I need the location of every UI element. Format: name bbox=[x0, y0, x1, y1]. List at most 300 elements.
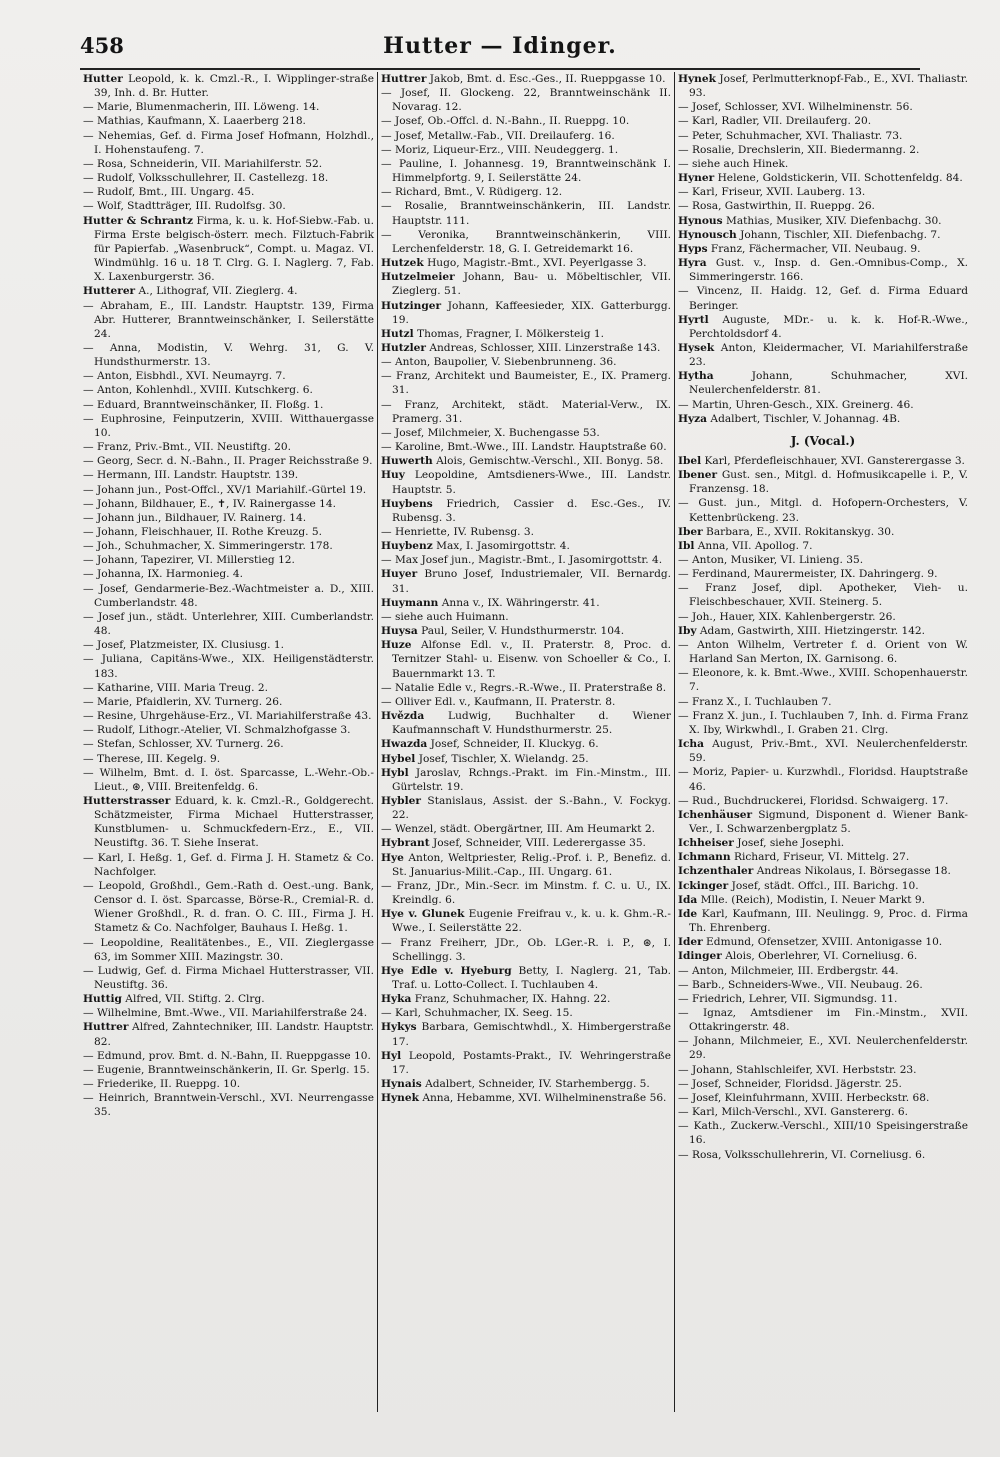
entry-details: — Franz Freiherr, JDr., Ob. LGer.-R. i. P., ⊛, I. Schellingg. 3. bbox=[381, 936, 671, 963]
entry-surname: Hutzler bbox=[381, 341, 426, 354]
entry-details: — Karl, Schuhmacher, IX. Seeg. 15. bbox=[381, 1007, 573, 1020]
entry-surname: Hynais bbox=[381, 1078, 422, 1091]
entry-details: — Johann jun., Bildhauer, IV. Rainerg. 14. bbox=[83, 511, 307, 524]
directory-entry bbox=[381, 341, 671, 355]
entry-details: — Martin, Uhren-Gesch., XIX. Greinerg. 46. bbox=[678, 398, 914, 411]
directory-entry bbox=[678, 836, 968, 850]
entry-details: Josef, siehe Josephi. bbox=[733, 837, 845, 850]
directory-entry bbox=[83, 369, 374, 383]
entry-details: Firma, k. u. k. Hof-Siebw.-Fab. u. Firma Erste belgisch-österr. mech. Filztuch-Fabrik für Papierfab. „Wasenbruck“, Compt. u. Magaz. VI. Windmühlg. 16 u. 18 T. Clrg. G. I. Naglerg. 7, Fab. X. Laxenburgerstr. 36. bbox=[94, 214, 374, 284]
directory-entry bbox=[678, 581, 968, 609]
directory-entry bbox=[381, 299, 671, 327]
entry-details: — Pauline, I. Johannesg. 19, Branntweinschänk I. Himmelpfortg. 9, I. Seilerstätte 24. bbox=[381, 157, 671, 185]
directory-entry bbox=[381, 1077, 671, 1091]
entry-surname: Hutter & Schrantz bbox=[83, 214, 193, 227]
entry-surname: Hutter bbox=[83, 73, 123, 85]
directory-entry bbox=[83, 1006, 374, 1020]
entry-details: — Richard, Bmt., V. Rüdigerg. 12. bbox=[381, 186, 563, 199]
directory-entry bbox=[678, 610, 968, 624]
entry-details: — Johann jun., Post-Offcl., XV/1 Mariahilf.-Gürtel 19. bbox=[83, 483, 367, 496]
entry-details: — Veronika, Branntweinschänkerin, VIII. Lerchenfelderstr. 18, G. I. Getreidemarkt 16. bbox=[381, 228, 671, 255]
directory-entry bbox=[381, 398, 671, 426]
entry-details: Johann, Schuhmacher, XVI. Neulerchenfelderstr. 81. bbox=[689, 370, 968, 397]
entry-details: Leopold, Postamts-Prakt., IV. Wehringerstraße 17. bbox=[392, 1049, 671, 1076]
entry-details: — Franz, Architekt und Baumeister, E., IX. Pramerg. 31. bbox=[381, 370, 671, 397]
entry-details: — Ferdinand, Maurermeister, IX. Dahringerg. 9. bbox=[678, 568, 938, 581]
directory-entry bbox=[83, 794, 374, 851]
directory-entry bbox=[83, 199, 374, 213]
entry-details: — Karl, Radler, VII. Dreilauferg. 20. bbox=[678, 115, 872, 128]
entry-surname: Hyner bbox=[678, 172, 715, 185]
directory-entry bbox=[678, 666, 968, 694]
directory-entry bbox=[83, 440, 374, 454]
directory-entry bbox=[381, 596, 671, 610]
entry-surname: Ibener bbox=[678, 469, 718, 482]
directory-entry bbox=[83, 851, 374, 879]
directory-entry bbox=[678, 454, 968, 468]
entry-details: Karl, Kaufmann, III. Neulingg. 9, Proc. d. Firma Th. Ehrenberg. bbox=[689, 907, 968, 935]
directory-entry bbox=[381, 114, 671, 128]
entry-surname: Hutterstrasser bbox=[83, 794, 171, 807]
entry-surname: Ickinger bbox=[678, 879, 729, 892]
directory-entry bbox=[381, 695, 671, 709]
entry-details: Helene, Goldstickerin, VII. Schottenfeldg. 84. bbox=[714, 172, 963, 185]
column-right bbox=[674, 72, 971, 1412]
entry-surname: Huttig bbox=[83, 993, 122, 1006]
directory-entry bbox=[83, 1091, 374, 1119]
directory-entry bbox=[678, 398, 968, 412]
entry-surname: Hyps bbox=[678, 242, 708, 255]
entry-details: Betty, I. Naglerg. 21, Tab. Traf. u. Lotto-Collect. I. Tuchlauben 4. bbox=[392, 964, 671, 991]
entry-details: Mlle. (Reich), Modistin, I. Neuer Markt 9. bbox=[697, 893, 926, 906]
entry-details: — Eugenie, Branntweinschänkerin, II. Gr. Sperlg. 15. bbox=[83, 1063, 370, 1076]
directory-entry bbox=[83, 511, 374, 525]
entry-details: Anna v., IX. Währingerstr. 41. bbox=[438, 596, 600, 609]
entry-details: August, Priv.-Bmt., XVI. Neulerchenfelderstr. 59. bbox=[689, 738, 968, 765]
entry-details: — Johann, Tapezirer, VI. Millerstieg 12. bbox=[83, 554, 295, 567]
directory-entry bbox=[678, 808, 968, 836]
directory-entry bbox=[83, 341, 374, 369]
entry-details: — Johanna, IX. Harmonieg. 4. bbox=[83, 568, 244, 581]
directory-entry bbox=[678, 737, 968, 765]
entry-details: — Anton Wilhelm, Vertreter f. d. Orient von W. Harland San Merton, IX. Garnisong. 6. bbox=[678, 638, 968, 666]
entry-details: Franz, Fächermacher, VII. Neubaug. 9. bbox=[707, 242, 921, 255]
directory-entry bbox=[678, 539, 968, 553]
entry-surname: Hybrant bbox=[381, 837, 430, 850]
entry-details: — Wolf, Stadtträger, III. Rudolfsg. 30. bbox=[83, 200, 286, 213]
entry-details: — Olliver Edl. v., Kaufmann, II. Praterstr. 8. bbox=[381, 695, 616, 708]
entry-details: Johann, Kaffeesieder, XIX. Gatterburgg. 19. bbox=[392, 299, 671, 326]
entry-details: Josef, Schneider, II. Kluckyg. 6. bbox=[427, 738, 599, 751]
entry-details: — Anton, Eisbhdl., XVI. Neumayrg. 7. bbox=[83, 370, 286, 383]
directory-entry bbox=[678, 525, 968, 539]
directory-entry bbox=[83, 964, 374, 992]
entry-details: — Josef, Kleinfuhrmann, XVIII. Herbeckstr. 68. bbox=[678, 1091, 930, 1104]
directory-entry bbox=[83, 553, 374, 567]
entry-details: Barbara, Gemischtwhdl., X. Himbergerstraße 17. bbox=[392, 1021, 671, 1048]
directory-entry bbox=[678, 1119, 968, 1147]
directory-entry bbox=[678, 256, 968, 284]
entry-details: — Peter, Schuhmacher, XVI. Thaliastr. 73. bbox=[678, 129, 903, 142]
directory-entry bbox=[678, 949, 968, 963]
entry-details: — Josef, Ob.-Offcl. d. N.-Bahn., II. Rueppg. 10. bbox=[381, 115, 630, 128]
entry-details: Gust. v., Insp. d. Gen.-Omnibus-Comp., X. Simmeringerstr. 166. bbox=[689, 257, 968, 284]
directory-entry bbox=[381, 851, 671, 879]
entry-details: — Karl, I. Heßg. 1, Gef. d. Firma J. H. Stametz & Co. Nachfolger. bbox=[83, 851, 374, 878]
entry-details: — Friedrich, Lehrer, VII. Sigmundsg. 11. bbox=[678, 992, 898, 1005]
directory-entry bbox=[381, 936, 671, 964]
directory-entry bbox=[678, 978, 968, 992]
entry-details: Bruno Josef, Industriemaler, VII. Bernardg. 31. bbox=[392, 568, 671, 595]
entry-details: — Juliana, Capitäns-Wwe., XIX. Heiligenstädterstr. 183. bbox=[83, 653, 374, 680]
entry-details: Leopoldine, Amtsdieners-Wwe., III. Landstr. Hauptstr. 5. bbox=[392, 469, 671, 496]
entry-details: — Friederike, II. Rueppg. 10. bbox=[83, 1078, 241, 1091]
entry-details: Friedrich, Cassier d. Esc.-Ges., IV. Rubensg. 3. bbox=[392, 497, 671, 524]
directory-entry bbox=[381, 355, 671, 369]
directory-entry bbox=[83, 582, 374, 610]
entry-surname: Huy bbox=[381, 469, 405, 482]
entry-details: Alfred, Zahntechniker, III. Landstr. Hauptstr. 82. bbox=[94, 1021, 374, 1048]
directory-entry bbox=[83, 567, 374, 581]
running-head: Hutter — Idinger. bbox=[383, 33, 617, 59]
entry-surname: Hybl bbox=[381, 766, 409, 779]
directory-entry bbox=[83, 709, 374, 723]
entry-details: — Joh., Schuhmacher, X. Simmeringerstr. 178. bbox=[83, 540, 333, 553]
column-left bbox=[80, 72, 377, 1412]
entry-details: — Joh., Hauer, XIX. Kahlenbergerstr. 26. bbox=[678, 610, 896, 623]
entry-details: Anton, Weltpriester, Relig.-Prof. i. P., Benefiz. d. St. Januarius-Milit.-Cap., III. Ungarg. 61. bbox=[392, 851, 671, 878]
entry-details: — Anton, Baupolier, V. Siebenbrunneng. 36. bbox=[381, 356, 617, 369]
directory-entry bbox=[381, 228, 671, 256]
entry-details: — Eleonore, k. k. Bmt.-Wwe., XVIII. Schopenhauerstr. 7. bbox=[678, 667, 968, 694]
entry-details: — Josef, Platzmeister, IX. Clusiusg. 1. bbox=[83, 639, 285, 652]
directory-entry bbox=[678, 1063, 968, 1077]
directory-entry bbox=[83, 936, 374, 964]
directory-entry bbox=[678, 114, 968, 128]
directory-entry bbox=[678, 794, 968, 808]
directory-entry bbox=[678, 369, 968, 397]
columns bbox=[80, 72, 980, 1412]
entry-details: — Josef, II. Glockeng. 22, Branntweinschänk II. Novarag. 12. bbox=[381, 87, 671, 114]
entry-surname: Ichheiser bbox=[678, 837, 734, 850]
directory-entry bbox=[381, 638, 671, 680]
entry-details: Auguste, MDr.- u. k. k. Hof-R.-Wwe., Perchtoldsdorf 4. bbox=[689, 313, 968, 340]
entry-details: Paul, Seiler, V. Hundsthurmerstr. 104. bbox=[417, 625, 625, 638]
entry-details: Karl, Pferdefleischhauer, XVI. Gansterergasse 3. bbox=[701, 454, 965, 467]
directory-entry bbox=[83, 100, 374, 114]
directory-entry bbox=[83, 114, 374, 128]
entry-details: — Johann, Bildhauer, E., ✝, IV. Rainergasse 14. bbox=[83, 497, 337, 510]
entry-details: — Josef, Gendarmerie-Bez.-Wachtmeister a. D., XIII. Cumberlandstr. 48. bbox=[83, 582, 374, 609]
entry-surname: Hutterer bbox=[83, 285, 136, 298]
entry-details: — Mathias, Kaufmann, X. Laaerberg 218. bbox=[83, 115, 306, 128]
entry-details: — Heinrich, Branntwein-Verschl., XVI. Neurrengasse 35. bbox=[83, 1092, 374, 1119]
directory-entry bbox=[381, 681, 671, 695]
directory-entry bbox=[381, 553, 671, 567]
directory-entry bbox=[678, 341, 968, 369]
entry-details: — Anton, Kohlenhdl., XVIII. Kutschkerg. 6. bbox=[83, 384, 313, 397]
directory-entry bbox=[381, 497, 671, 525]
section-heading: J. (Vocal.) bbox=[790, 433, 856, 448]
directory-entry bbox=[381, 468, 671, 496]
directory-entry bbox=[381, 426, 671, 440]
directory-entry bbox=[678, 695, 968, 709]
entry-details: — Kath., Zuckerw.-Verschl., XIII/10 Speisingerstraße 16. bbox=[678, 1120, 968, 1147]
directory-entry bbox=[83, 157, 374, 171]
directory-entry bbox=[381, 624, 671, 638]
entry-surname: Hwazda bbox=[381, 738, 428, 751]
entry-details: — Wenzel, städt. Obergärtner, III. Am Heumarkt 2. bbox=[381, 823, 656, 836]
entry-surname: Hye v. Glunek bbox=[381, 908, 465, 921]
directory-entry bbox=[381, 327, 671, 341]
entry-details: — Max Josef jun., Magistr.-Bmt., I. Jasomirgottstr. 4. bbox=[381, 554, 663, 567]
entry-details: — Wilhelm, Bmt. d. I. öst. Sparcasse, L.-Wehr.-Ob.-Lieut., ⊛, VIII. Breitenfeldg. 6. bbox=[83, 766, 374, 793]
entry-surname: Huyer bbox=[381, 568, 418, 581]
entry-surname: Idinger bbox=[678, 950, 722, 963]
directory-entry bbox=[83, 525, 374, 539]
directory-entry bbox=[83, 752, 374, 766]
entry-surname: Hynousch bbox=[678, 228, 737, 241]
entry-details: Ludwig, Buchhalter d. Wiener Kaufmannschaft V. Hundsthurmerstr. 25. bbox=[392, 710, 671, 737]
directory-entry bbox=[83, 171, 374, 185]
column-middle bbox=[377, 72, 674, 1412]
directory-entry bbox=[678, 313, 968, 341]
entry-details: Johann, Bau- u. Möbeltischler, VII. Zieglerg. 51. bbox=[392, 271, 671, 298]
entry-details: Alois, Oberlehrer, VI. Corneliusg. 6. bbox=[721, 950, 918, 963]
entry-surname: Hynous bbox=[678, 214, 723, 227]
directory-entry bbox=[678, 992, 968, 1006]
directory-entry bbox=[381, 737, 671, 751]
entry-details: — Rosa, Schneiderin, VII. Mariahilferstr. 52. bbox=[83, 157, 323, 170]
directory-entry bbox=[678, 709, 968, 737]
directory-entry bbox=[83, 284, 374, 298]
entry-details: Richard, Friseur, VI. Mittelg. 27. bbox=[730, 851, 910, 864]
directory-entry bbox=[381, 525, 671, 539]
directory-entry bbox=[678, 850, 968, 864]
entry-details: — Stefan, Schlosser, XV. Turnerg. 26. bbox=[83, 738, 284, 751]
entry-surname: Ibl bbox=[678, 539, 695, 552]
entry-details: — Josef jun., städt. Unterlehrer, XIII. Cumberlandstr. 48. bbox=[83, 610, 374, 638]
directory-entry bbox=[381, 964, 671, 992]
entry-details: Jakob, Bmt. d. Esc.-Ges., II. Rueppgasse 10. bbox=[426, 73, 666, 85]
entry-details: — Johann, Stahlschleifer, XVI. Herbststr. 23. bbox=[678, 1063, 917, 1076]
entry-surname: Huybens bbox=[381, 497, 433, 510]
entry-details: — Natalie Edle v., Regrs.-R.-Wwe., II. Praterstraße 8. bbox=[381, 681, 667, 694]
entry-details: — Franz X. jun., I. Tuchlauben 7, Inh. d. Firma Franz X. Iby, Wirkwhdl., I. Graben 21. Clrg. bbox=[678, 709, 968, 736]
entry-surname: Huze bbox=[381, 639, 412, 652]
entry-surname: Hutzinger bbox=[381, 299, 442, 312]
directory-entry bbox=[83, 299, 374, 341]
entry-surname: Ida bbox=[678, 893, 698, 906]
entry-details: — Hermann, III. Landstr. Hauptstr. 139. bbox=[83, 469, 299, 482]
directory-entry bbox=[381, 129, 671, 143]
header-rule bbox=[80, 68, 920, 70]
directory-entry bbox=[381, 143, 671, 157]
directory-entry bbox=[678, 964, 968, 978]
directory-entry bbox=[678, 199, 968, 213]
entry-details: — Rudolf, Lithogr.-Atelier, VI. Schmalzhofgasse 3. bbox=[83, 724, 351, 737]
directory-entry bbox=[678, 1091, 968, 1105]
directory-entry bbox=[678, 496, 968, 524]
directory-entry bbox=[83, 185, 374, 199]
entry-details: — Euphrosine, Feinputzerin, XVIII. Witthauergasse 10. bbox=[83, 412, 374, 439]
directory-entry bbox=[381, 72, 671, 86]
entry-details: Stanislaus, Assist. der S.-Bahn., V. Fockyg. 22. bbox=[392, 794, 671, 822]
directory-entry bbox=[678, 284, 968, 312]
entry-details: — Franz X., I. Tuchlauben 7. bbox=[678, 695, 832, 708]
entry-details: Josef, Perlmutterknopf-Fab., E., XVI. Thaliastr. 93. bbox=[689, 73, 968, 100]
entry-details: Gust. sen., Mitgl. d. Hofmusikcapelle i. P., V. Franzensg. 18. bbox=[689, 469, 968, 496]
directory-entry bbox=[381, 1006, 671, 1020]
entry-details: Alfred, VII. Stiftg. 2. Clrg. bbox=[121, 993, 265, 1006]
directory-entry bbox=[83, 483, 374, 497]
entry-details: — Moriz, Liqueur-Erz., VIII. Neudeggerg. 1. bbox=[381, 143, 619, 156]
directory-entry bbox=[381, 1091, 671, 1105]
entry-details: Josef, Schneider, VIII. Lederergasse 35. bbox=[429, 837, 646, 850]
directory-entry bbox=[83, 879, 374, 936]
directory-entry bbox=[83, 737, 374, 751]
directory-entry bbox=[83, 992, 374, 1006]
entry-details: — Leopoldine, Realitätenbes., E., VII. Zieglergasse 63, im Sommer XIII. Mazingstr. 30. bbox=[83, 936, 374, 963]
entry-details: — Rudolf, Volksschullehrer, II. Castellezg. 18. bbox=[83, 172, 329, 185]
entry-details: Anna, Hebamme, XVI. Wilhelminenstraße 56. bbox=[418, 1092, 667, 1105]
entry-details: — Franz, Architekt, städt. Material-Verw., IX. Pramerg. 31. bbox=[381, 398, 671, 425]
directory-entry bbox=[381, 766, 671, 794]
entry-details: — Franz, JDr., Min.-Secr. im Minstm. f. C. u. U., IX. Kreindlg. 6. bbox=[381, 879, 671, 907]
entry-surname: Hybel bbox=[381, 752, 416, 765]
directory-entry bbox=[83, 1077, 374, 1091]
entry-details: — Josef, Schlosser, XVI. Wilhelminenstr. 56. bbox=[678, 101, 913, 114]
directory-entry bbox=[678, 1105, 968, 1119]
directory-entry bbox=[381, 157, 671, 185]
entry-details: Andreas Nikolaus, I. Börsegasse 18. bbox=[753, 865, 951, 878]
directory-entry bbox=[381, 185, 671, 199]
entry-details: — Marie, Blumenmacherin, III. Löweng. 14. bbox=[83, 101, 320, 114]
entry-surname: Hybler bbox=[381, 794, 421, 807]
entry-surname: Hye Edle v. Hyeburg bbox=[381, 964, 512, 977]
directory-entry bbox=[678, 228, 968, 242]
directory-entry bbox=[678, 1006, 968, 1034]
entry-details: Jaroslav, Rchngs.-Prakt. im Fin.-Minstm., III. Gürtelstr. 19. bbox=[392, 766, 671, 793]
entry-details: Anna, VII. Apollog. 7. bbox=[694, 539, 813, 552]
directory-entry bbox=[381, 567, 671, 595]
directory-entry bbox=[83, 214, 374, 285]
entry-details: — Georg, Secr. d. N.-Bahn., II. Prager Reichsstraße 9. bbox=[83, 455, 373, 468]
directory-entry bbox=[678, 893, 968, 907]
entry-details: Johann, Tischler, XII. Diefenbachg. 7. bbox=[736, 228, 941, 241]
directory-entry bbox=[678, 1034, 968, 1062]
entry-details: — Eduard, Branntweinschänker, II. Floßg. 1. bbox=[83, 398, 324, 411]
directory-entry bbox=[83, 723, 374, 737]
entry-surname: Hutzelmeier bbox=[381, 271, 455, 284]
directory-entry bbox=[83, 383, 374, 397]
directory-entry bbox=[678, 143, 968, 157]
directory-entry bbox=[381, 752, 671, 766]
directory-entry bbox=[381, 369, 671, 397]
directory-entry bbox=[381, 879, 671, 907]
entry-details: — Josef, Milchmeier, X. Buchengasse 53. bbox=[381, 426, 600, 439]
entry-details: Max, I. Jasomirgottstr. 4. bbox=[432, 540, 570, 553]
entry-details: — Franz Josef, dipl. Apotheker, Vieh- u. Fleischbeschauer, XVII. Steinerg. 5. bbox=[678, 582, 968, 609]
entry-details: Barbara, E., XVII. Rokitanskyg. 30. bbox=[702, 525, 895, 538]
directory-entry bbox=[678, 1077, 968, 1091]
entry-details: — Gust. jun., Mitgl. d. Hofopern-Orchesters, V. Kettenbrückeng. 23. bbox=[678, 497, 968, 524]
directory-entry bbox=[381, 86, 671, 114]
entry-details: — Franz, Priv.-Bmt., VII. Neustiftg. 20. bbox=[83, 441, 292, 454]
entry-details: — Moriz, Papier- u. Kurzwhdl., Floridsd. Hauptstraße 46. bbox=[678, 766, 968, 793]
entry-surname: Hvězda bbox=[381, 710, 425, 723]
entry-surname: Huttrer bbox=[83, 1021, 129, 1034]
entry-surname: Ide bbox=[678, 907, 698, 920]
directory-entry bbox=[678, 100, 968, 114]
entry-details: Leopold, k. k. Cmzl.-R., I. Wipplinger-straße 39, Inh. d. Br. Hutter. bbox=[94, 73, 374, 100]
directory-entry bbox=[381, 539, 671, 553]
entry-surname: Hynek bbox=[678, 73, 716, 85]
directory-entry bbox=[381, 270, 671, 298]
directory-entry bbox=[678, 765, 968, 793]
entry-surname: Huymann bbox=[381, 596, 439, 609]
directory-entry bbox=[678, 864, 968, 878]
entry-details: — Johann, Fleischhauer, II. Rothe Kreuzg. 5. bbox=[83, 526, 323, 538]
entry-details: A., Lithograf, VII. Zieglerg. 4. bbox=[135, 285, 298, 298]
entry-details: — Ignaz, Amtsdiener im Fin.-Minstm., XVII. Ottakringerstr. 48. bbox=[678, 1007, 968, 1034]
entry-details: Anton, Kleidermacher, VI. Mariahilferstraße 23. bbox=[689, 341, 968, 369]
directory-entry bbox=[83, 681, 374, 695]
entry-details: — Rosalie, Drechslerin, XII. Biedermanng. 2. bbox=[678, 143, 920, 156]
directory-entry bbox=[83, 539, 374, 553]
entry-details: Josef, Tischler, X. Wielandg. 25. bbox=[415, 752, 589, 765]
directory-entry bbox=[381, 992, 671, 1006]
entry-details: — Anton, Milchmeier, III. Erdbergstr. 44. bbox=[678, 964, 899, 977]
directory-entry bbox=[678, 624, 968, 638]
entry-details: Mathias, Musiker, XIV. Diefenbachg. 30. bbox=[722, 214, 942, 227]
directory-entry bbox=[678, 567, 968, 581]
directory-entry bbox=[678, 185, 968, 199]
directory-entry bbox=[83, 72, 374, 100]
entry-details: — Barb., Schneiders-Wwe., VII. Neubaug. 26. bbox=[678, 978, 923, 991]
entry-details: Sigmund, Disponent d. Wiener Bank-Ver., I. Schwarzenbergplatz 5. bbox=[689, 808, 968, 835]
entry-surname: Iby bbox=[678, 624, 697, 637]
entry-details: — Johann, Milchmeier, E., XVI. Neulerchenfelderstr. 29. bbox=[678, 1035, 968, 1062]
directory-entry bbox=[381, 709, 671, 737]
entry-surname: Hynek bbox=[381, 1092, 419, 1105]
entry-details: — Leopold, Großhdl., Gem.-Rath d. Oest.-ung. Bank, Censor d. I. öst. Sparcasse, Börse-R., Cremial-R. d. Wiener Großhdl., R. d. fran. O. C. III., Firma J. H. Stametz & Co. Nachfolger, Bauhaus I. Heßg. 1. bbox=[83, 879, 374, 935]
directory-entry bbox=[678, 1148, 968, 1162]
entry-surname: Ichmann bbox=[678, 851, 731, 864]
entry-surname: Huttrer bbox=[381, 73, 427, 85]
directory-entry bbox=[83, 398, 374, 412]
directory-entry bbox=[678, 553, 968, 567]
entry-details: — Rud., Buchdruckerei, Floridsd. Schwaigerg. 17. bbox=[678, 794, 949, 807]
directory-entry bbox=[381, 454, 671, 468]
directory-entry bbox=[381, 610, 671, 624]
entry-surname: Hyrtl bbox=[678, 313, 709, 326]
directory-entry bbox=[83, 497, 374, 511]
entry-details: Adalbert, Tischler, V. Johannag. 4B. bbox=[707, 412, 901, 425]
entry-details: — Rudolf, Bmt., III. Ungarg. 45. bbox=[83, 186, 255, 199]
directory-entry bbox=[678, 72, 968, 100]
entry-surname: Hutzek bbox=[381, 257, 424, 270]
entry-details: Thomas, Fragner, I. Mölkersteig 1. bbox=[413, 327, 604, 340]
entry-details: — siehe auch Hinek. bbox=[678, 157, 789, 170]
directory-entry bbox=[83, 1049, 374, 1063]
directory-entry bbox=[381, 794, 671, 822]
directory-entry bbox=[83, 766, 374, 794]
directory-entry bbox=[381, 822, 671, 836]
directory-entry bbox=[678, 171, 968, 185]
entry-surname: Icha bbox=[678, 738, 704, 751]
entry-details: — Marie, Pfaidlerin, XV. Turnerg. 26. bbox=[83, 695, 283, 708]
